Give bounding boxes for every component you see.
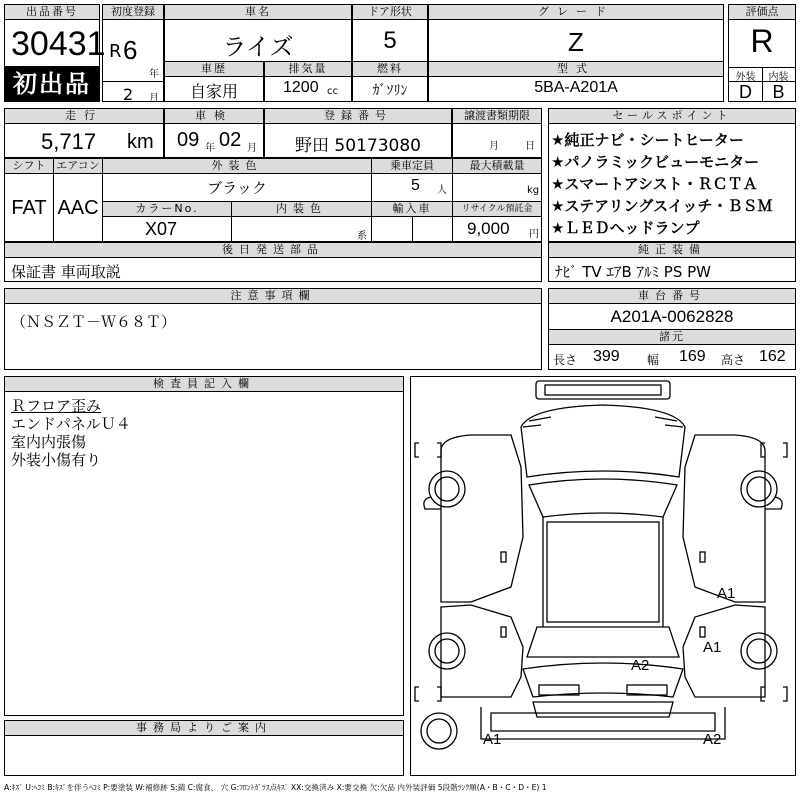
length-label: 長さ xyxy=(553,353,578,367)
sales-point-item: ★ステアリングスイッチ・ＢＳＭ xyxy=(551,197,773,215)
length: 399 xyxy=(593,348,620,365)
history-box xyxy=(164,61,264,102)
later-parts-label: 後日発送部品 xyxy=(5,243,541,258)
height: 162 xyxy=(759,348,786,365)
height-label: 高さ xyxy=(721,353,746,367)
history-label: 車歴 xyxy=(165,62,263,77)
grade-box xyxy=(428,4,724,62)
damage-mark: A2 xyxy=(631,657,650,674)
interior-score: B xyxy=(772,82,785,102)
notes-box xyxy=(4,288,542,370)
inspector-line: エンドパネルＵ４ xyxy=(11,415,131,433)
chassis-label: 車台番号 xyxy=(549,289,795,304)
color-number-label: カラーNo. xyxy=(103,202,231,217)
fuel: ｶﾞｿﾘﾝ xyxy=(372,83,408,99)
notes-label: 注意事項欄 xyxy=(5,289,541,304)
capacity: 5 xyxy=(411,177,420,194)
inspection-label: 車検 xyxy=(165,109,263,124)
spec-label: 諸元 xyxy=(549,330,795,345)
displacement-label: 排気量 xyxy=(265,62,351,77)
office-label: 事務局よりご案内 xyxy=(5,721,403,736)
equipment: ﾅﾋﾞ TV ｴｱB ｱﾙﾐ PS PW xyxy=(555,263,711,281)
first-reg-year: 6 xyxy=(123,35,138,65)
sales-point-item: ★ＬＥＤヘッドランプ xyxy=(551,219,700,237)
capacity-label: 乗車定員 xyxy=(372,159,452,174)
capacity-unit: 人 xyxy=(437,185,447,196)
first-reg-month: 2 xyxy=(123,85,134,104)
registration-number-label: 登録番号 xyxy=(265,109,451,124)
inspector-line: 室内内張傷 xyxy=(11,433,87,451)
transfer-day-unit: 日 xyxy=(525,141,535,152)
shift: FAT xyxy=(11,197,47,219)
model-code: 5BA-A201A xyxy=(534,79,618,96)
notes: （ＮＳＺＴ－Ｗ６８Ｔ） xyxy=(11,313,177,331)
year-unit: 年 xyxy=(149,69,159,80)
displacement: 1200 xyxy=(283,79,319,96)
month-unit: 月 xyxy=(149,93,159,104)
first-registration-box xyxy=(102,4,164,102)
inspection-month-unit: 月 xyxy=(247,143,257,154)
transfer-deadline-box xyxy=(452,108,542,158)
recycle-unit: 円 xyxy=(529,229,539,240)
mileage-label: 走行 xyxy=(5,109,163,124)
color-number: X07 xyxy=(145,219,178,239)
interior-color-label: 内装色 xyxy=(232,202,371,217)
lot-number: 30431 xyxy=(11,25,106,63)
car-diagram xyxy=(410,376,796,776)
car-name-label: 車名 xyxy=(165,5,351,20)
later-parts-box xyxy=(4,242,542,282)
equipment-box xyxy=(548,242,796,282)
office-box xyxy=(4,720,404,776)
damage-mark: A1 xyxy=(703,639,722,656)
exterior-score: D xyxy=(739,82,752,102)
rating: R xyxy=(750,23,774,59)
chassis-box xyxy=(548,288,796,370)
first-registration-label: 初度登録 xyxy=(103,5,163,20)
width-label: 幅 xyxy=(647,353,660,367)
fuel-label: 燃料 xyxy=(353,62,427,77)
inspection-month: 02 xyxy=(219,129,242,151)
grade: Z xyxy=(568,27,584,57)
exterior-label: 外装 xyxy=(735,72,756,83)
model-label: 型式 xyxy=(429,62,723,77)
registration-number-box xyxy=(264,108,452,158)
ac: AAC xyxy=(57,197,99,219)
mileage-box xyxy=(4,108,164,158)
mileage-unit: km xyxy=(127,131,154,153)
car-outline-icon xyxy=(411,377,795,775)
recycle-fee: 9,000 xyxy=(467,219,510,238)
inspector-box xyxy=(4,376,404,716)
shift-label: シフト xyxy=(5,159,53,174)
door-box xyxy=(352,4,428,62)
inspection-year: 09 xyxy=(177,129,200,151)
max-load-label: 最大積載量 xyxy=(453,159,541,174)
rating-label: 評価点 xyxy=(729,5,795,20)
first-listing-badge: 初出品 xyxy=(4,66,100,102)
inspection-box xyxy=(164,108,264,158)
sales-point-item: ★パノラミックビューモニター xyxy=(551,153,760,171)
recycle-label: リサイクル預託金 xyxy=(453,202,541,217)
lot-number-label: 出品番号 xyxy=(5,5,99,20)
exterior-color: ブラック xyxy=(207,179,267,197)
inspector-line: 外装小傷有り xyxy=(11,451,102,469)
legend: A:ｷｽﾞ U:ﾍｺﾐ B:ｷｽﾞを伴うﾍｺﾐ P:要塗装 W:補修跡 S:錆 C:腐食、 穴 G:ﾌﾛﾝﾄｶﾞﾗｽ点ｷｽﾞ XX:交換済み X:要交換 欠:欠品 内外装評価 5段階ﾗﾝｸ順(A・B・C・D・E) 1 xyxy=(4,783,547,792)
sales-points-box xyxy=(548,108,796,242)
fuel-box xyxy=(352,61,428,102)
inspector-label: 検査員記入欄 xyxy=(5,377,403,392)
spec-grid xyxy=(4,158,542,242)
exterior-color-label: 外装色 xyxy=(103,159,371,174)
door-count: 5 xyxy=(383,27,397,54)
registration-number: 野田 50173080 xyxy=(295,136,421,156)
ac-label: エアコン xyxy=(54,159,102,174)
grade-label: グレード xyxy=(429,5,723,20)
damage-mark: A1 xyxy=(717,585,736,602)
sales-point-item: ★純正ナビ・シートヒーター xyxy=(551,131,744,149)
chassis-number: A201A-0062828 xyxy=(610,307,734,326)
interior-label: 内装 xyxy=(768,72,789,83)
later-parts: 保証書 車両取説 xyxy=(11,263,121,281)
displacement-box xyxy=(264,61,352,102)
history: 自家用 xyxy=(189,82,238,101)
damage-mark: A2 xyxy=(703,731,722,748)
max-load-unit: kg xyxy=(527,185,540,196)
transfer-month-unit: 月 xyxy=(489,141,499,152)
door-label: ドア形状 xyxy=(353,5,427,20)
model-box xyxy=(428,61,724,102)
import-label: 輸入車 xyxy=(372,202,452,217)
car-name: ライズ xyxy=(222,33,294,61)
displacement-unit: cc xyxy=(327,86,338,97)
era: R xyxy=(109,41,122,62)
inspector-line: Ｒフロア歪み xyxy=(11,397,102,415)
damage-mark: A1 xyxy=(483,731,502,748)
equipment-label: 純正装備 xyxy=(549,243,795,258)
interior-color-unit: 系 xyxy=(357,231,367,242)
width: 169 xyxy=(679,348,706,365)
inspection-year-unit: 年 xyxy=(205,143,215,154)
sales-points-label: セールスポイント xyxy=(549,109,795,124)
rating-box xyxy=(728,4,796,102)
transfer-deadline-label: 譲渡書類期限 xyxy=(453,109,541,124)
mileage: 5,717 xyxy=(41,129,97,154)
sales-point-item: ★スマートアシスト・ＲＣＴＡ xyxy=(551,175,758,193)
car-name-box xyxy=(164,4,352,62)
